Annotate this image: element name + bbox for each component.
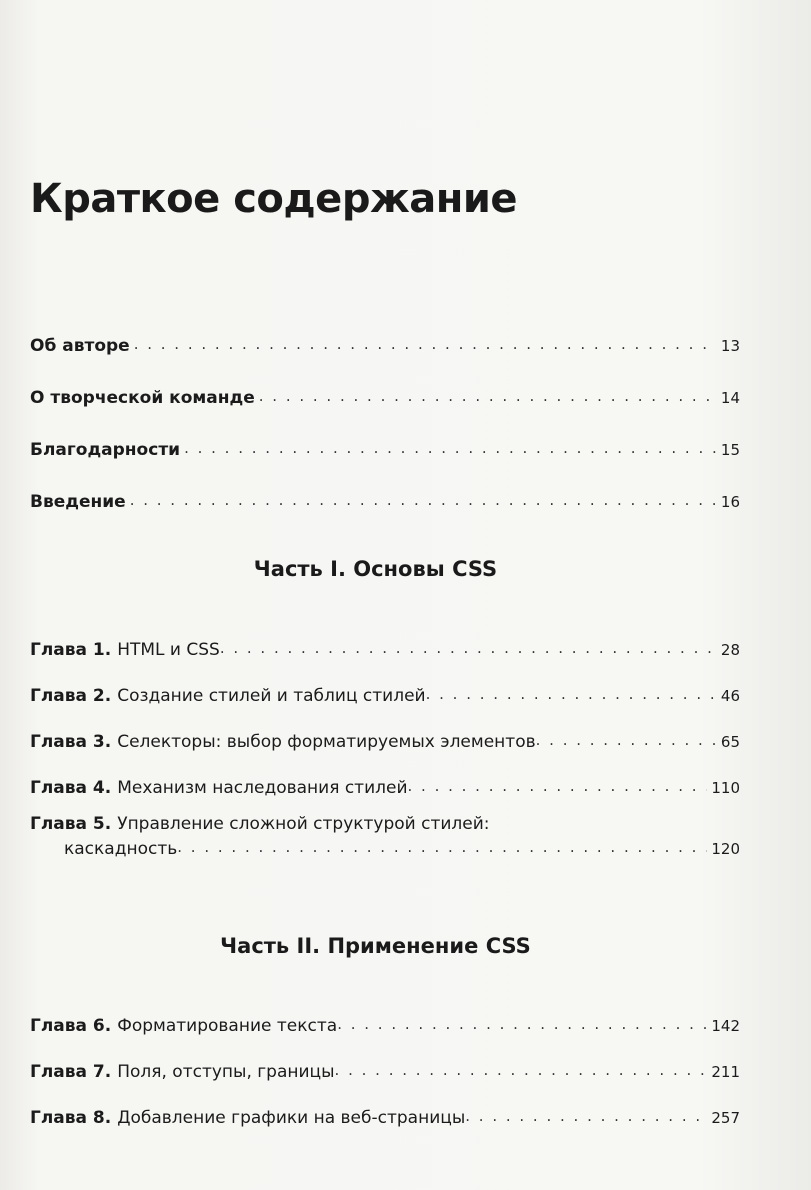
- chapter-number: Глава 2.: [30, 686, 112, 706]
- toc-chapter-4: [30, 752, 740, 798]
- leader-dots: [408, 777, 708, 795]
- chapter-number: Глава 7.: [30, 1062, 112, 1082]
- part-2-chapter-list: [30, 990, 740, 1128]
- toc-entry-label: Благодарности: [30, 440, 181, 460]
- toc-page-number: 120: [711, 840, 740, 858]
- toc-entry-introduction: [30, 460, 740, 512]
- chapter-title: Добавление графики на веб-страницы: [117, 1108, 466, 1128]
- chapter-title: Поля, отступы, границы: [117, 1062, 335, 1082]
- toc-chapter-6: [30, 990, 740, 1036]
- chapter-title: Создание стилей и таблиц стилей: [117, 686, 426, 706]
- leader-dots: [177, 838, 707, 856]
- toc-page-number: 257: [711, 1109, 740, 1127]
- toc-chapter-1: [30, 614, 740, 660]
- toc-chapter-7: [30, 1036, 740, 1082]
- leader-dots: [259, 387, 717, 405]
- part-1-heading: Часть I. Основы CSS: [253, 557, 498, 581]
- chapter-title: Селекторы: выбор форматируемых элементов: [117, 732, 536, 752]
- chapter-number: Глава 1.: [30, 640, 112, 660]
- leader-dots: [220, 639, 717, 657]
- page-title: Краткое содержание: [30, 176, 518, 222]
- chapter-title-continued: каскадность: [64, 839, 178, 859]
- leader-dots: [134, 335, 717, 353]
- leader-dots: [335, 1061, 708, 1079]
- toc-page-number: 28: [720, 641, 740, 659]
- chapter-number: Глава 8.: [30, 1108, 112, 1128]
- toc-chapter-3: [30, 706, 740, 752]
- chapter-number: Глава 3.: [30, 732, 112, 752]
- toc-page-number: 16: [720, 493, 740, 511]
- toc-entry-label: Введение: [30, 492, 126, 512]
- leader-dots: [337, 1015, 707, 1033]
- chapter-title: Управление сложной структурой стилей:: [117, 814, 490, 834]
- toc-page-number: 14: [720, 389, 740, 407]
- chapter-title: HTML и CSS: [117, 640, 220, 660]
- front-matter-list: [30, 304, 740, 512]
- toc-entry-creative-team: [30, 356, 740, 408]
- toc-page-number: 65: [720, 733, 740, 751]
- toc-page-number: 15: [720, 441, 740, 459]
- chapter-number: Глава 6.: [30, 1016, 112, 1036]
- part-1-chapter-list: [30, 614, 740, 859]
- toc-entry-about-author: [30, 304, 740, 356]
- toc-page-number: 110: [711, 779, 740, 797]
- leader-dots: [184, 439, 717, 457]
- chapter-number: Глава 5.: [30, 814, 112, 834]
- toc-entry-label: О творческой команде: [30, 388, 255, 408]
- leader-dots: [130, 491, 717, 509]
- leader-dots: [426, 685, 717, 703]
- toc-page-number: 13: [720, 337, 740, 355]
- part-2-heading: Часть II. Применение CSS: [220, 934, 531, 958]
- toc-entry-acknowledgements: [30, 408, 740, 460]
- leader-dots: [465, 1107, 707, 1125]
- toc-chapter-8: [30, 1082, 740, 1128]
- toc-chapter-5: [30, 814, 740, 859]
- toc-page-number: 142: [711, 1017, 740, 1035]
- toc-page-number: 211: [711, 1063, 740, 1081]
- toc-page-number: 46: [720, 687, 740, 705]
- chapter-title: Механизм наследования стилей: [117, 778, 408, 798]
- leader-dots: [536, 731, 717, 749]
- chapter-title: Форматирование текста: [117, 1016, 338, 1036]
- toc-entry-label: Об авторе: [30, 336, 130, 356]
- chapter-number: Глава 4.: [30, 778, 112, 798]
- toc-chapter-2: [30, 660, 740, 706]
